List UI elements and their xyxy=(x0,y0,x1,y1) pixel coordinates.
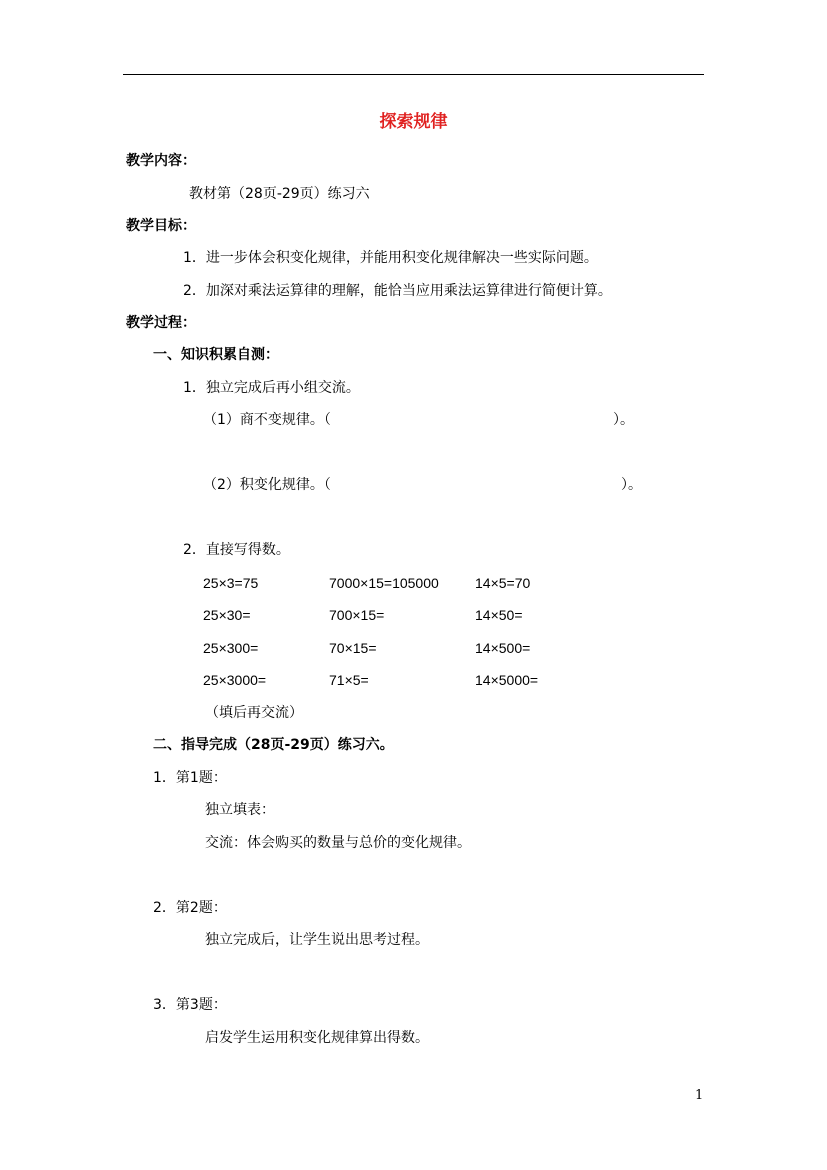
blank2-open: （2）积变化规律。（ xyxy=(203,477,331,493)
page-number: 1 xyxy=(695,1088,704,1103)
calc-cell: 700×15= xyxy=(329,607,385,623)
calc-cell: 25×3000= xyxy=(203,672,267,688)
content-heading: 教学内容： xyxy=(126,153,196,169)
header-rule xyxy=(123,74,704,75)
goal-item: 2．加深对乘法运算律的理解，能恰当应用乘法运算律进行简便计算。 xyxy=(183,283,612,299)
section2-heading: 二、指导完成（28页-29页）练习六。 xyxy=(153,737,394,753)
question-line: 启发学生运用积变化规律算出得数。 xyxy=(205,1030,429,1046)
calc-cell: 71×5= xyxy=(329,672,369,688)
calc-cell: 14×5000= xyxy=(475,672,539,688)
question-line: 交流：体会购买的数量与总价的变化规律。 xyxy=(205,835,471,851)
question-label: 3．第3题： xyxy=(153,997,227,1013)
process-heading: 教学过程： xyxy=(126,315,196,331)
blank2-close: ）。 xyxy=(621,477,642,493)
section1-heading: 一、知识积累自测： xyxy=(153,347,279,363)
question-line: 独立完成后，让学生说出思考过程。 xyxy=(205,932,429,948)
calc-cell: 7000×15=105000 xyxy=(329,575,439,591)
section1-item1: 1．独立完成后再小组交流。 xyxy=(183,380,360,396)
question-line: 独立填表： xyxy=(205,802,275,818)
blank1-close: ）。 xyxy=(613,412,634,428)
calc-cell: 14×50= xyxy=(475,607,523,623)
calc-cell: 14×5=70 xyxy=(475,575,531,591)
question-label: 2．第2题： xyxy=(153,900,227,916)
question-label: 1．第1题： xyxy=(153,770,227,786)
page-title: 探索规律 xyxy=(379,112,448,132)
fill-note: （填后再交流） xyxy=(205,705,303,721)
calc-cell: 70×15= xyxy=(329,640,377,656)
calc-cell: 25×300= xyxy=(203,640,259,656)
section1-item2: 2．直接写得数。 xyxy=(183,542,290,558)
calc-cell: 25×3=75 xyxy=(203,575,259,591)
goal-item: 1．进一步体会积变化规律，并能用积变化规律解决一些实际问题。 xyxy=(183,250,598,266)
goals-heading: 教学目标： xyxy=(126,218,196,234)
calc-cell: 25×30= xyxy=(203,607,251,623)
blank1-open: （1）商不变规律。（ xyxy=(203,412,331,428)
content-text: 教材第（28页-29页）练习六 xyxy=(189,186,370,202)
calc-cell: 14×500= xyxy=(475,640,531,656)
